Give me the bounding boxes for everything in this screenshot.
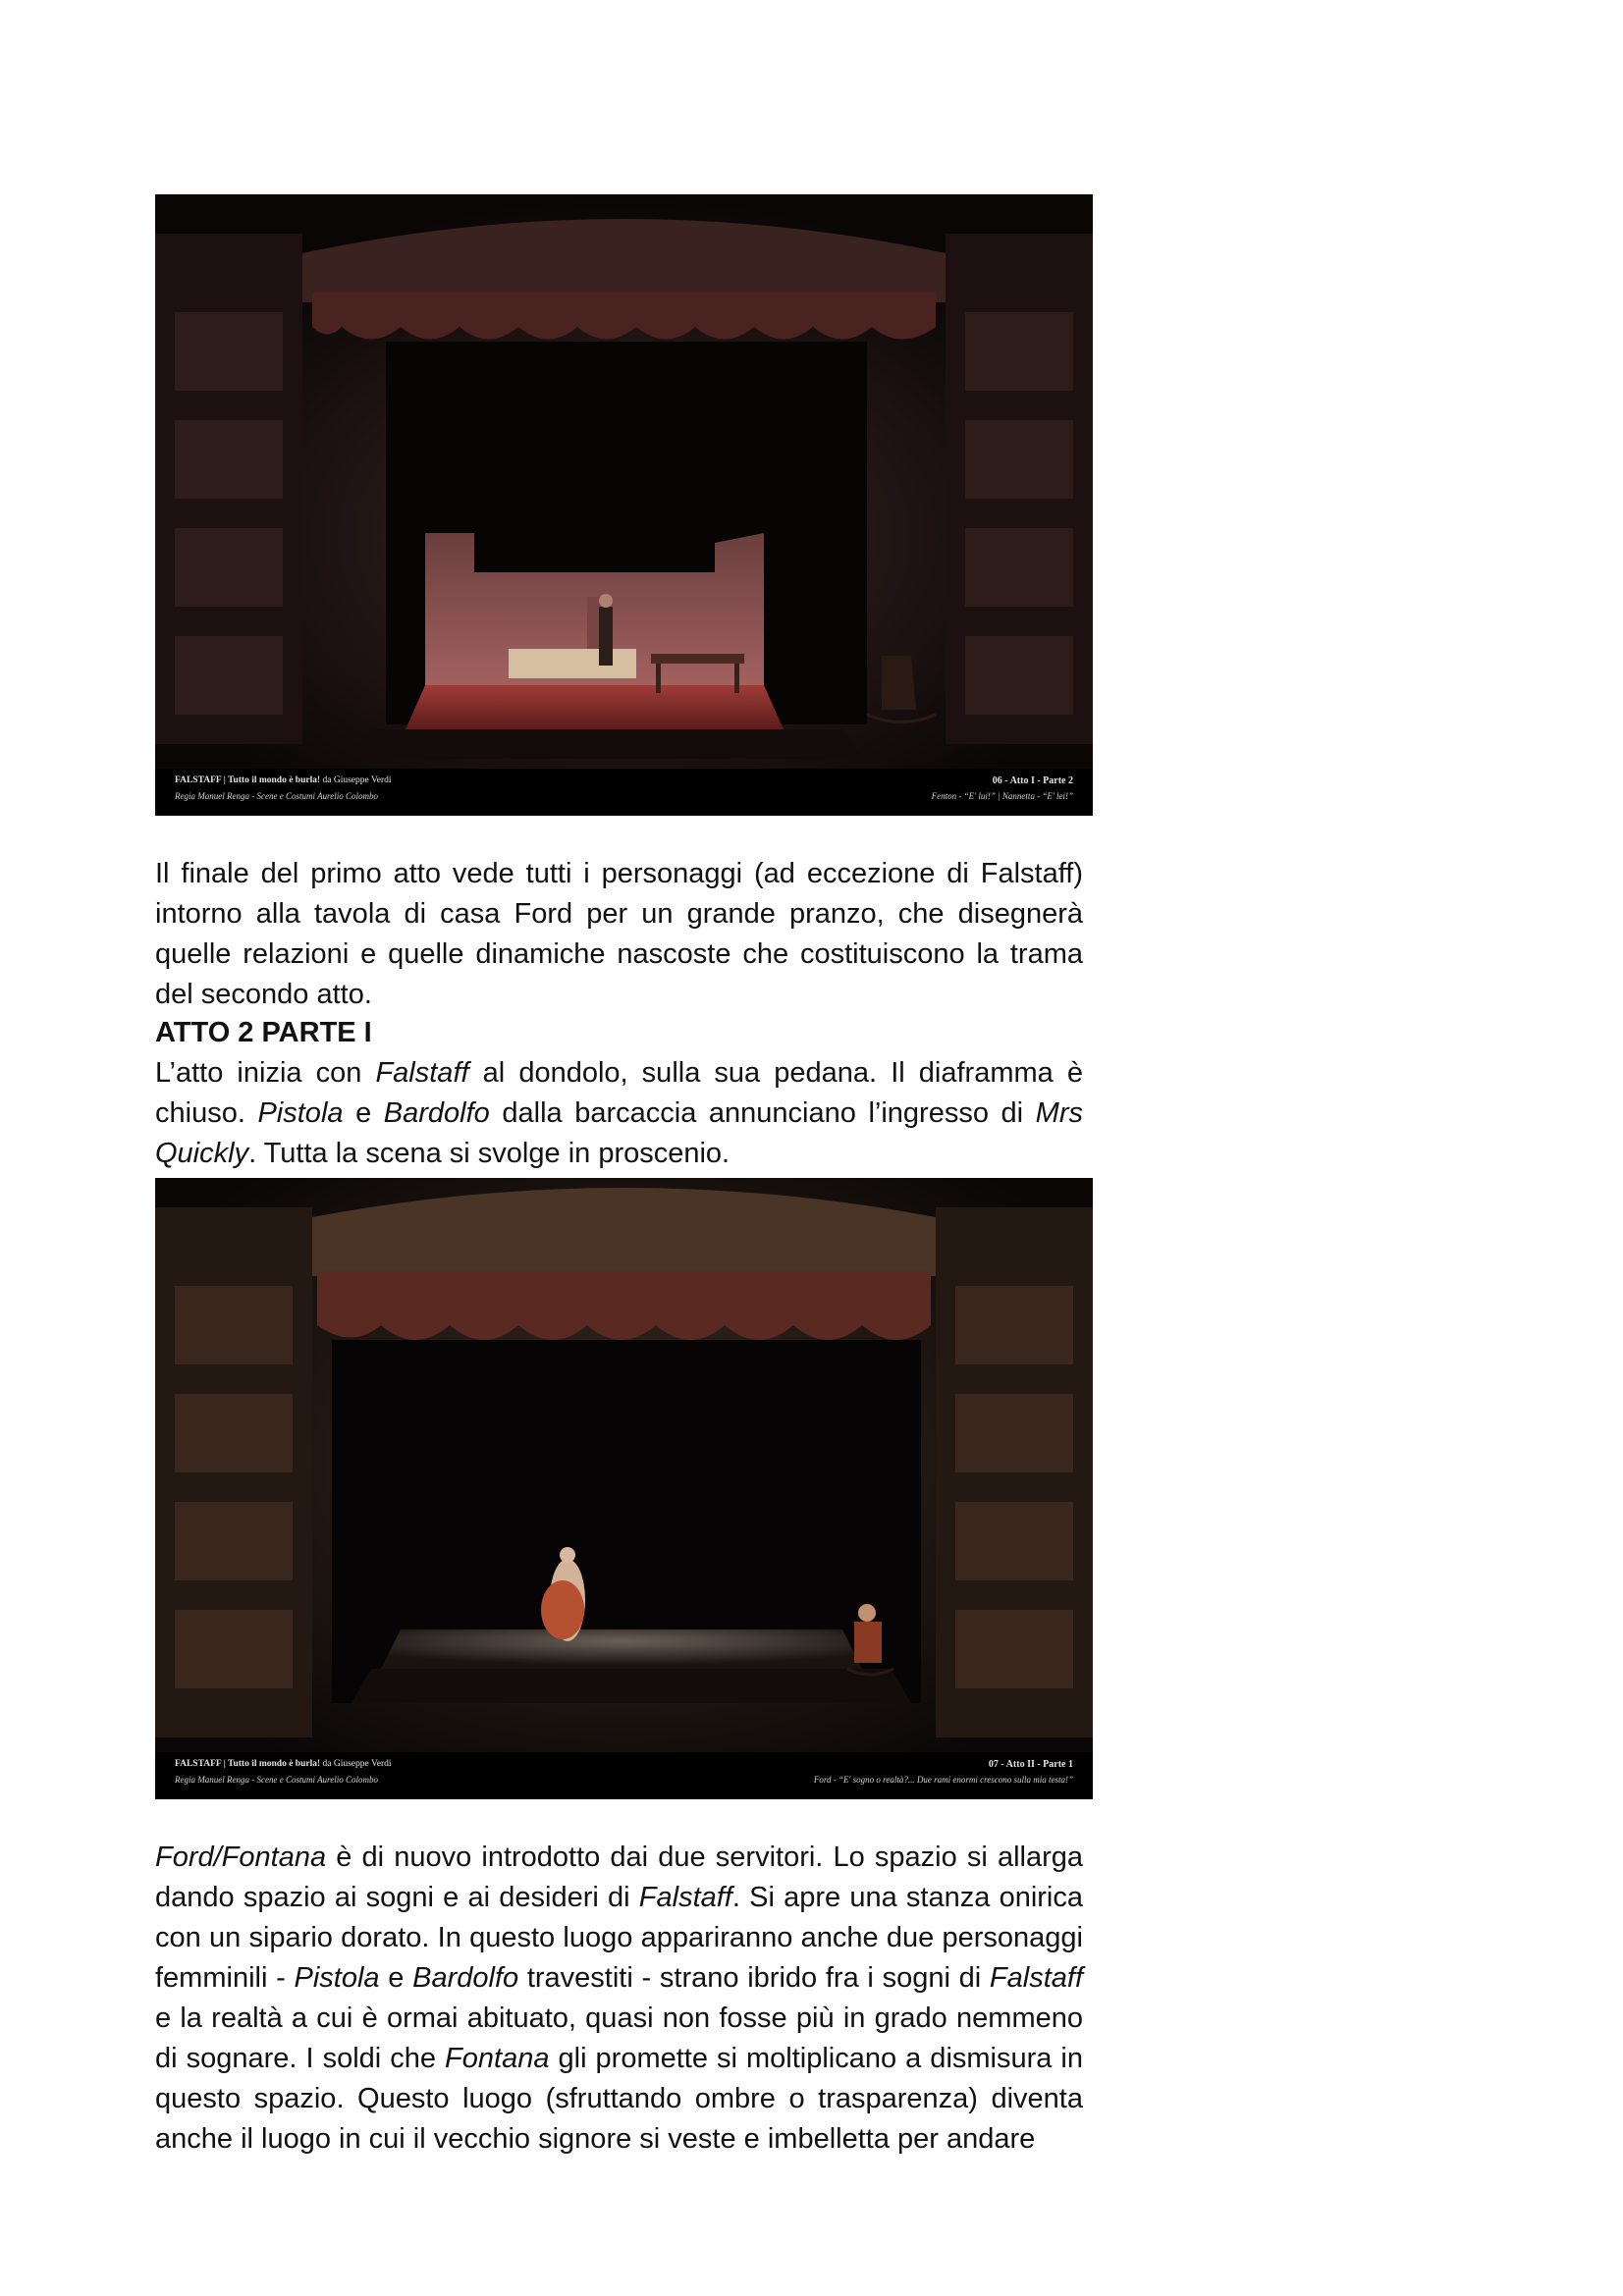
body-paragraph-3: Ford/Fontana è di nuovo introdotto dai due servitori. Lo spazio si allarga dando spazio ai sogni e ai desideri di Falstaff. Si apre una stanza onirica con un sipario dorato. In questo luogo appariranno anche due personaggi femminili - Pistola e Bardolfo travestiti - strano ibrido fra i sogni di Falstaff e la realtà a cui è ormai abituato, quasi non fosse più in grado nemmeno di sognare. I soldi che Fontana gli promette si moltiplicano a dismisura in questo spazio. Questo luogo (sfruttando ombre o trasparenza) diventa anche il luogo in cui il vecchio signore si veste e imbelletta per andare [155,1842,1084,2155]
character-name: Mrs Quickly [155,1097,1083,1169]
character-name: Pistola [294,1962,380,1994]
stage-render-image-2: FALSTAFF | Tutto il mondo è burla! da Giuseppe Verdi Regia Manuel Renga - Scene e Costumi Aurelio Colombo 07 - Atto II - Parte 1 Ford - “E' sogno o realtà?... Due rami enormi crescono sulla mia testa!” [155,1178,1093,1799]
caption-regia: Manuel Renga [197,791,249,801]
caption-regia-label: Regia [175,1775,195,1785]
caption-author: da Giuseppe Verdi [322,1759,392,1769]
caption-number: 07 - Atto II - Parte 1 [988,1759,1073,1770]
caption-scene: Aurelio Colombo [317,791,378,801]
character-name: Falstaff [638,1882,732,1913]
caption-scene-label: Scene e Costumi [256,791,315,801]
caption-scene: Aurelio Colombo [317,1775,378,1785]
character-name: Ford/Fontana [155,1842,327,1873]
body-paragraph-1: Il finale del primo atto vede tutti i personaggi (ad eccezione di Falstaff) intorno alla tavola di casa Ford per un grande pranzo, che disegnerà quelle relazioni e quelle dinamiche nascoste che costituiscono la trama del secondo atto. [155,858,1083,1010]
theatre-render-scene-2 [155,1178,1093,1799]
body-paragraph-2: L’atto inizia con Falstaff al dondolo, sulla sua pedana. Il diaframma è chiuso. Pistola e Bardolfo dalla barcaccia annunciano l’ingresso di Mrs Quickly. Tutta la scena si svolge in proscenio. [155,1057,1083,1169]
character-name: Bardolfo [383,1097,490,1129]
caption-regia-label: Regia [175,791,195,801]
caption-author: da Giuseppe Verdi [322,775,392,785]
character-name: Falstaff [375,1057,469,1089]
character-name: Falstaff [989,1962,1084,1994]
character-name: Fontana [445,2043,550,2074]
theatre-render-scene-1 [155,194,1093,816]
caption-title: FALSTAFF | Tutto il mondo è burla! [175,775,321,785]
caption-detail: Fenton - “E' lui!” | Nannetta - “E' lei!” [931,791,1073,801]
caption-regia: Manuel Renga [197,1775,249,1785]
caption-detail: Ford - “E' sogno o realtà?... Due rami enormi crescono sulla mia testa!” [813,1775,1073,1785]
caption-number: 06 - Atto I - Parte 2 [992,775,1073,786]
character-name: Bardolfo [412,1962,519,1994]
caption-scene-label: Scene e Costumi [256,1775,315,1785]
section-heading: ATTO 2 PARTE I [155,1017,372,1048]
character-name: Pistola [257,1097,344,1129]
stage-render-image-1: FALSTAFF | Tutto il mondo è burla! da Giuseppe Verdi Regia Manuel Renga - Scene e Costumi Aurelio Colombo 06 - Atto I - Parte 2 Fenton - “E' lui!” | Nannetta - “E' lei!” [155,194,1093,816]
caption-title: FALSTAFF | Tutto il mondo è burla! [175,1759,321,1769]
